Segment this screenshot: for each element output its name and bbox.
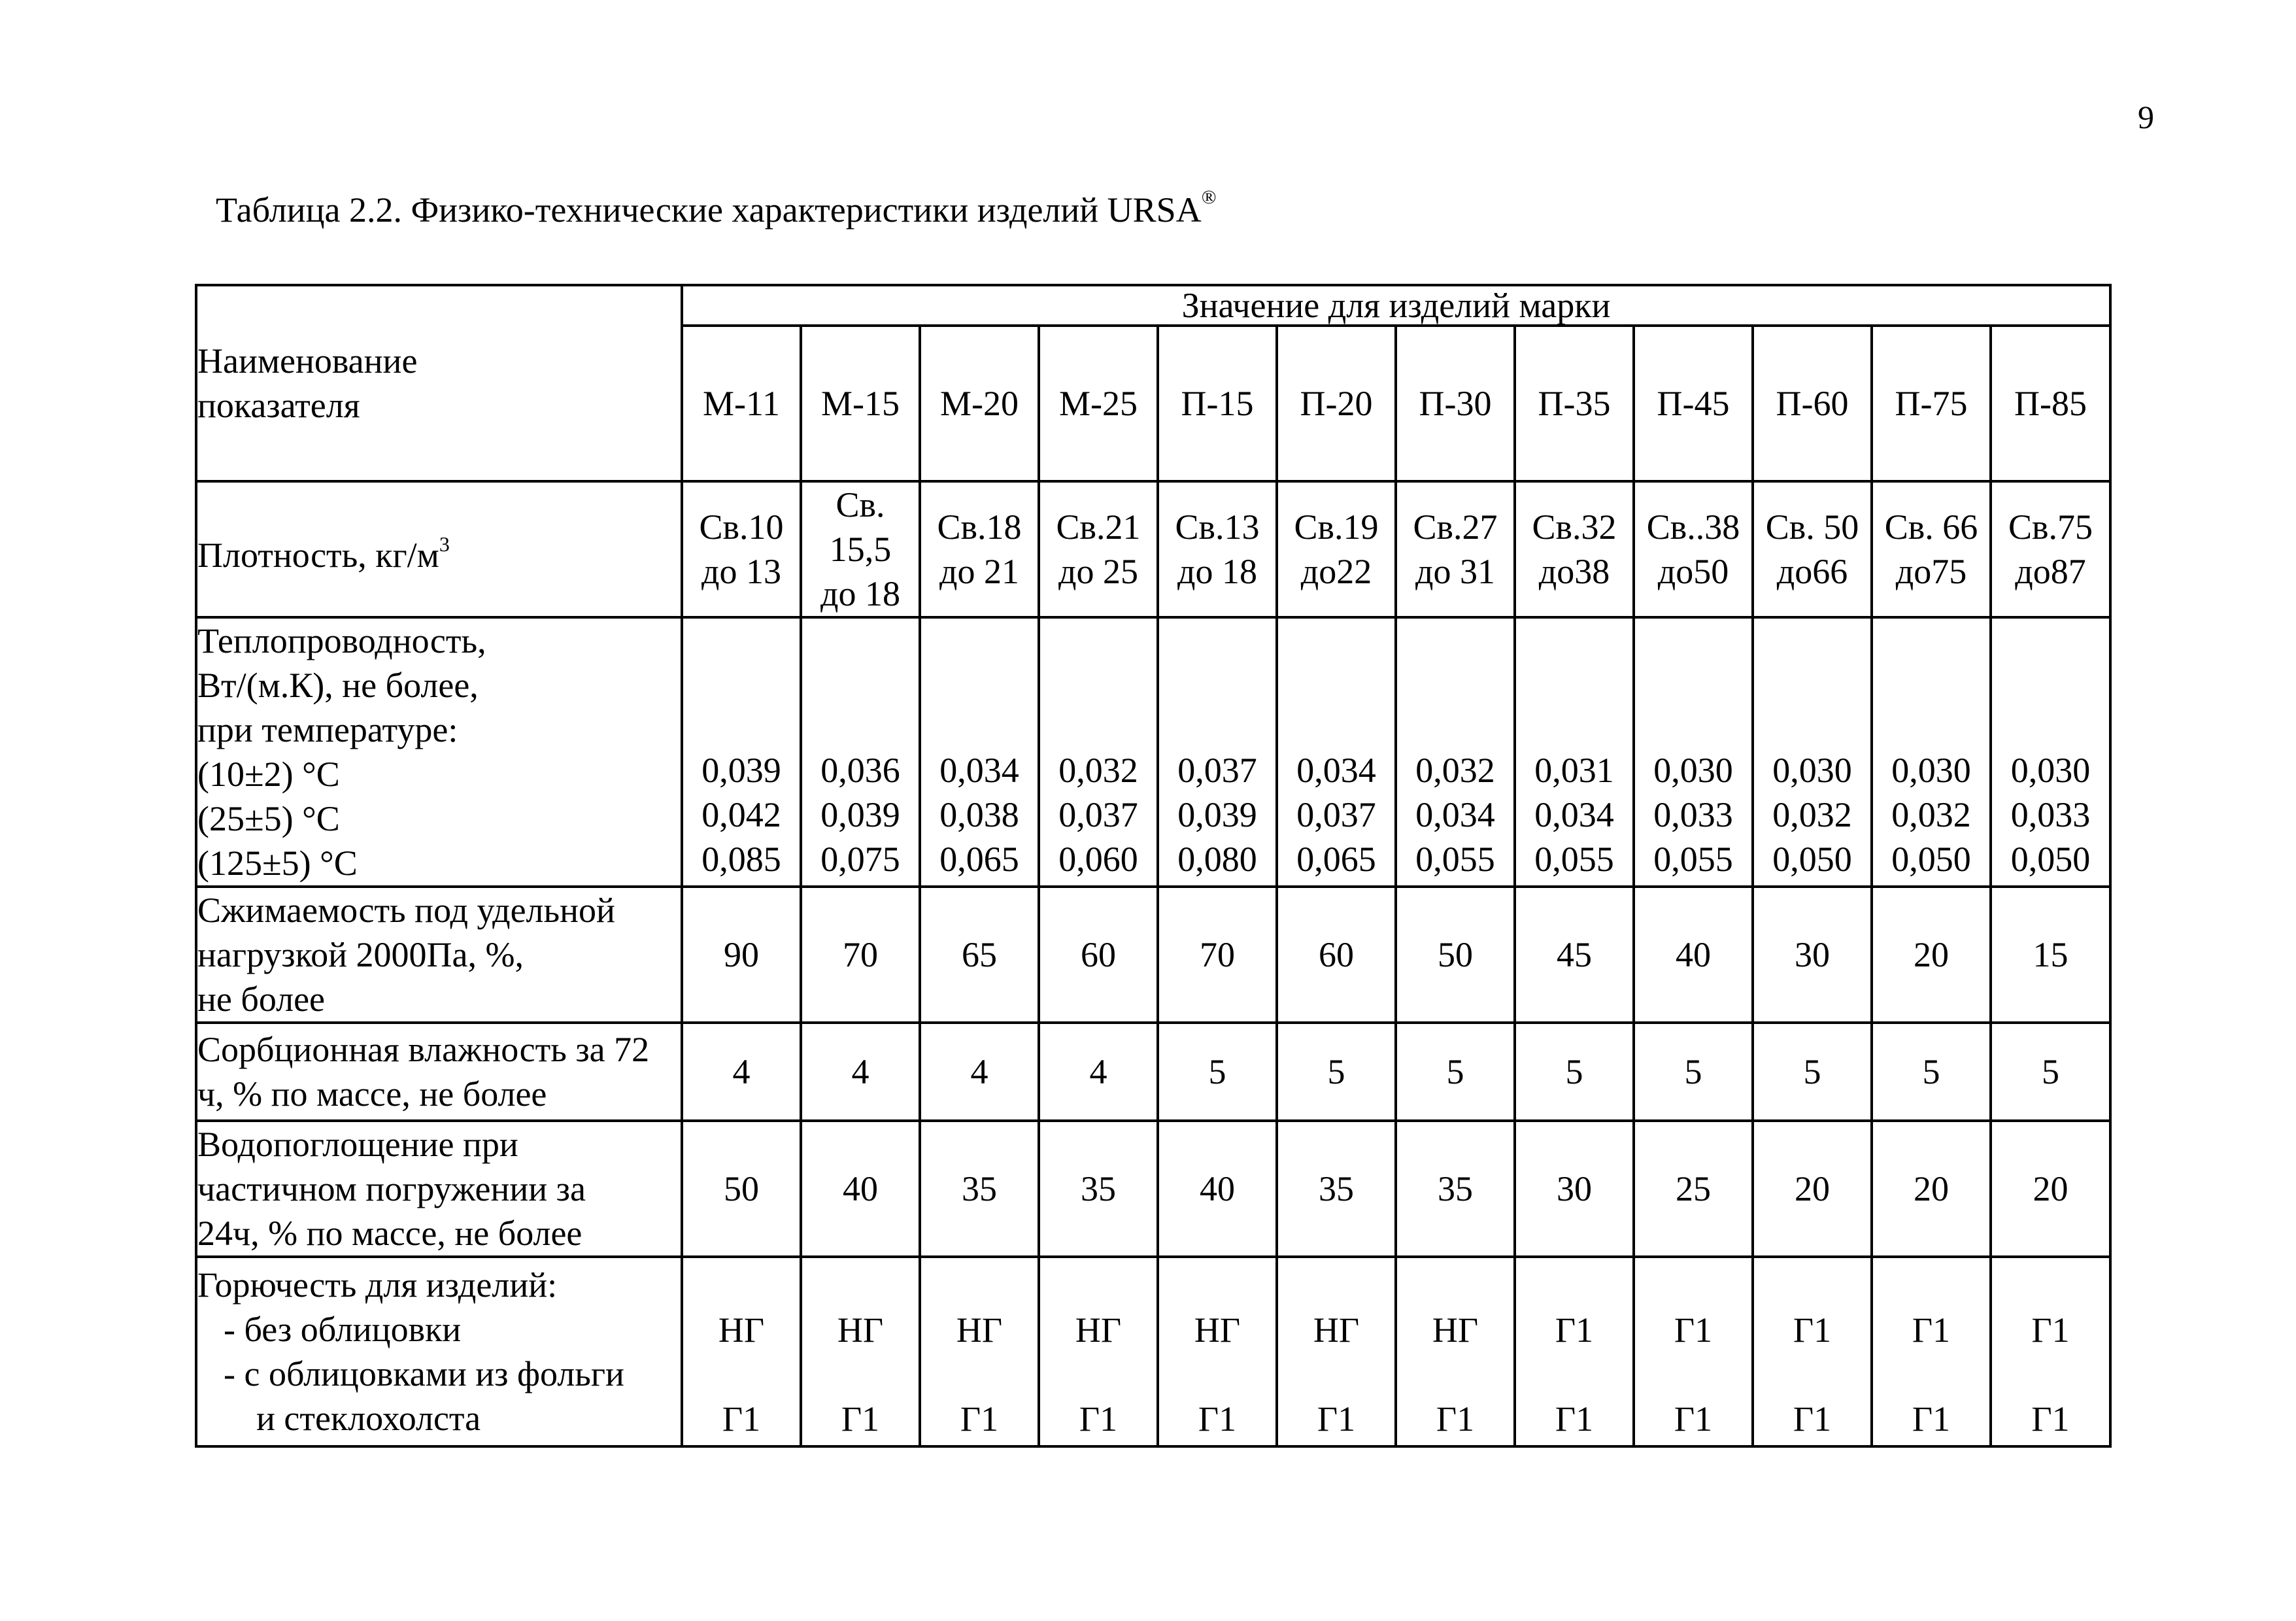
absorption-cell: 20 <box>1872 1121 1991 1257</box>
conductivity-cell <box>1991 617 2110 887</box>
cell-line: Г1 <box>960 1399 999 1439</box>
sorption-cell: 5 <box>1753 1023 1872 1121</box>
compressibility-cell: 20 <box>1872 887 1991 1023</box>
cell-line: до66 <box>1776 552 1848 591</box>
sorption-label <box>196 1023 682 1121</box>
density-cell <box>1991 481 2110 617</box>
conductivity-cell <box>920 617 1039 887</box>
cell-line: до87 <box>2015 552 2086 591</box>
label-line: 24ч, % по массе, не более <box>197 1214 582 1253</box>
brand-header-cell: М-25 <box>1039 326 1158 481</box>
cell-line: 0,034 <box>939 751 1019 790</box>
cell-line: Г1 <box>1674 1399 1713 1439</box>
cell-line: 0,055 <box>1415 840 1495 879</box>
sorption-cell: 5 <box>1991 1023 2110 1121</box>
header-group-cell: Значение для изделий марки <box>682 285 2110 326</box>
cell-line: 0,080 <box>1177 840 1257 879</box>
label-line: (125±5) °С <box>197 844 358 883</box>
label-line: нагрузкой 2000Па, %, <box>197 935 524 974</box>
cell-line: Св..38 <box>1646 507 1740 547</box>
absorption-cell: 20 <box>1991 1121 2110 1257</box>
cell-line: Г1 <box>722 1399 761 1439</box>
brand-header-cell: М-11 <box>682 326 801 481</box>
cell-line: 0,030 <box>1653 751 1733 790</box>
sorption-cell: 5 <box>1872 1023 1991 1121</box>
label-line: не более <box>197 980 326 1019</box>
cell-line: НГ <box>1075 1310 1122 1350</box>
cell-line: Г1 <box>1912 1310 1951 1350</box>
cell-line: Св.32 <box>1532 507 1617 547</box>
absorption-cell: 40 <box>1158 1121 1277 1257</box>
sorption-cell: 5 <box>1515 1023 1634 1121</box>
cell-line: Г1 <box>2031 1399 2070 1439</box>
cell-line: до50 <box>1657 552 1729 591</box>
cell-line: до 21 <box>939 552 1019 591</box>
cell-line: 0,050 <box>2010 840 2091 879</box>
density-cell <box>1039 481 1158 617</box>
compressibility-cell: 30 <box>1753 887 1872 1023</box>
cell-line: Св.18 <box>937 507 1022 547</box>
compressibility-cell: 60 <box>1039 887 1158 1023</box>
cell-line: 0,075 <box>820 840 900 879</box>
brand-header-cell: П-15 <box>1158 326 1277 481</box>
label-line: Водопоглощение при <box>197 1125 518 1164</box>
flammability-row <box>196 1257 2110 1446</box>
sorption-cell: 4 <box>682 1023 801 1121</box>
absorption-cell: 30 <box>1515 1121 1634 1257</box>
flammability-cell <box>1872 1257 1991 1446</box>
label-line: Горючесть для изделий: <box>197 1265 558 1305</box>
cell-line: Св.75 <box>2008 507 2093 547</box>
cell-line: 0,039 <box>701 751 781 790</box>
cell-line: 0,055 <box>1653 840 1733 879</box>
sorption-cell: 5 <box>1634 1023 1753 1121</box>
cell-line: Г1 <box>1674 1310 1713 1350</box>
conductivity-row <box>196 617 2110 887</box>
compressibility-cell: 65 <box>920 887 1039 1023</box>
brand-header-cell: П-35 <box>1515 326 1634 481</box>
label-line: Теплопроводность, <box>197 621 486 660</box>
compressibility-label <box>196 887 682 1023</box>
compressibility-cell: 90 <box>682 887 801 1023</box>
cell-line: 15,5 <box>829 530 892 569</box>
label-line: (25±5) °С <box>197 799 340 838</box>
cell-line: 0,034 <box>1415 795 1495 834</box>
compressibility-cell: 50 <box>1396 887 1515 1023</box>
header-group-row <box>196 285 2110 326</box>
compressibility-cell: 45 <box>1515 887 1634 1023</box>
absorption-cell: 25 <box>1634 1121 1753 1257</box>
density-cell <box>1515 481 1634 617</box>
flammability-cell <box>1634 1257 1753 1446</box>
cell-line: 0,039 <box>1177 795 1257 834</box>
cell-line: 0,042 <box>701 795 781 834</box>
cell-line: 0,033 <box>1653 795 1733 834</box>
cell-line: Св. 66 <box>1884 507 1978 547</box>
absorption-cell: 35 <box>1277 1121 1396 1257</box>
cell-line: Г1 <box>1555 1310 1594 1350</box>
sorption-cell: 4 <box>920 1023 1039 1121</box>
absorption-cell: 35 <box>920 1121 1039 1257</box>
flammability-cell <box>1277 1257 1396 1446</box>
flammability-cell <box>1396 1257 1515 1446</box>
cell-line: 0,050 <box>1772 840 1852 879</box>
cell-line: 0,065 <box>939 840 1019 879</box>
cell-line: Г1 <box>1198 1399 1237 1439</box>
cell-line: НГ <box>1313 1310 1360 1350</box>
cell-line: Св. 50 <box>1765 507 1859 547</box>
cell-line: 0,038 <box>939 795 1019 834</box>
brand-header-cell: П-85 <box>1991 326 2110 481</box>
cell-line: НГ <box>718 1310 765 1350</box>
cell-line: до 18 <box>1177 552 1257 591</box>
conductivity-cell <box>1753 617 1872 887</box>
density-cell <box>1277 481 1396 617</box>
label-line: при температуре: <box>197 710 458 749</box>
cell-line: 0,050 <box>1891 840 1971 879</box>
compressibility-cell: 40 <box>1634 887 1753 1023</box>
cell-line: Св.13 <box>1175 507 1260 547</box>
brand-header-cell: П-75 <box>1872 326 1991 481</box>
conductivity-cell <box>801 617 920 887</box>
density-cell <box>1753 481 1872 617</box>
density-row <box>196 481 2110 617</box>
cell-line: 0,032 <box>1772 795 1852 834</box>
cell-line: до 25 <box>1058 552 1138 591</box>
cell-line: 0,031 <box>1534 751 1614 790</box>
flammability-cell <box>1753 1257 1872 1446</box>
flammability-cell <box>1158 1257 1277 1446</box>
cell-line: 0,030 <box>1891 751 1971 790</box>
absorption-label <box>196 1121 682 1257</box>
cell-line: Г1 <box>1317 1399 1356 1439</box>
label-line: - с облицовками из фольги <box>224 1354 624 1393</box>
sorption-cell: 4 <box>801 1023 920 1121</box>
cell-line: 0,033 <box>2010 795 2091 834</box>
flammability-cell <box>801 1257 920 1446</box>
density-cell <box>920 481 1039 617</box>
cell-line: 0,065 <box>1296 840 1376 879</box>
cell-line: Св.27 <box>1413 507 1498 547</box>
cell-line: 0,039 <box>820 795 900 834</box>
registered-mark: ® <box>1201 186 1217 208</box>
flammability-cell <box>682 1257 801 1446</box>
brand-header-cell: П-60 <box>1753 326 1872 481</box>
compressibility-cell: 60 <box>1277 887 1396 1023</box>
cell-line: до38 <box>1538 552 1610 591</box>
absorption-cell: 40 <box>801 1121 920 1257</box>
cell-line: НГ <box>956 1310 1003 1350</box>
conductivity-label <box>196 617 682 887</box>
flammability-cell <box>920 1257 1039 1446</box>
density-cell <box>1872 481 1991 617</box>
cell-line: до75 <box>1895 552 1967 591</box>
flammability-cell <box>1039 1257 1158 1446</box>
absorption-row <box>196 1121 2110 1257</box>
properties-table <box>195 284 2112 1448</box>
brand-header-cell: М-20 <box>920 326 1039 481</box>
caption-text: Таблица 2.2. Физико-технические характеристики изделий URSA <box>216 190 1202 230</box>
density-label <box>196 481 682 617</box>
compressibility-cell: 15 <box>1991 887 2110 1023</box>
cell-line: Г1 <box>2031 1310 2070 1350</box>
cell-line: до 31 <box>1415 552 1495 591</box>
cell-line: Г1 <box>1793 1399 1832 1439</box>
cell-line: НГ <box>837 1310 884 1350</box>
label-line: и стеклохолста <box>256 1399 481 1438</box>
cell-line: до22 <box>1300 552 1372 591</box>
conductivity-cell <box>1515 617 1634 887</box>
cell-line: 0,037 <box>1058 795 1138 834</box>
conductivity-cell <box>1158 617 1277 887</box>
cell-line: 0,032 <box>1891 795 1971 834</box>
flammability-cell <box>1515 1257 1634 1446</box>
density-label-text: Плотность, кг/м <box>197 535 439 575</box>
absorption-cell: 35 <box>1039 1121 1158 1257</box>
page-number: 9 <box>2138 99 2154 135</box>
sorption-cell: 5 <box>1277 1023 1396 1121</box>
absorption-cell: 35 <box>1396 1121 1515 1257</box>
cell-line: Г1 <box>841 1399 880 1439</box>
label-line: - без облицовки <box>224 1310 462 1349</box>
table-caption <box>216 186 1217 230</box>
cell-line: Г1 <box>1793 1310 1832 1350</box>
cell-line: 0,034 <box>1296 751 1376 790</box>
header-name-line: Наименование <box>197 341 418 381</box>
cell-line: 0,034 <box>1534 795 1614 834</box>
conductivity-cell <box>1396 617 1515 887</box>
cell-line: 0,060 <box>1058 840 1138 879</box>
cell-line: 0,055 <box>1534 840 1614 879</box>
brand-header-cell: П-45 <box>1634 326 1753 481</box>
cell-line: НГ <box>1432 1310 1479 1350</box>
conductivity-cell <box>682 617 801 887</box>
absorption-cell: 20 <box>1753 1121 1872 1257</box>
sorption-cell: 5 <box>1158 1023 1277 1121</box>
conductivity-cell <box>1277 617 1396 887</box>
brand-header-cell: М-15 <box>801 326 920 481</box>
cell-line: Г1 <box>1436 1399 1475 1439</box>
label-line: Вт/(м.К), не более, <box>197 666 479 705</box>
cell-line: Г1 <box>1555 1399 1594 1439</box>
label-line: частичном погружении за <box>197 1169 586 1208</box>
flammability-cell <box>1991 1257 2110 1446</box>
sorption-row <box>196 1023 2110 1121</box>
label-line: (10±2) °С <box>197 755 340 794</box>
sorption-cell: 5 <box>1396 1023 1515 1121</box>
compressibility-cell: 70 <box>1158 887 1277 1023</box>
density-cell <box>682 481 801 617</box>
conductivity-cell <box>1039 617 1158 887</box>
density-cell <box>1634 481 1753 617</box>
cell-line: 0,032 <box>1058 751 1138 790</box>
conductivity-cell <box>1634 617 1753 887</box>
cell-line: НГ <box>1194 1310 1241 1350</box>
label-line: ч, % по массе, не более <box>197 1074 547 1114</box>
header-name-cell <box>196 285 682 481</box>
compressibility-cell: 70 <box>801 887 920 1023</box>
density-cell <box>1158 481 1277 617</box>
flammability-label <box>196 1257 682 1446</box>
brand-header-cell: П-20 <box>1277 326 1396 481</box>
cell-line: до 18 <box>820 574 900 613</box>
density-label-sup: 3 <box>439 532 450 556</box>
absorption-cell: 50 <box>682 1121 801 1257</box>
cell-line: 0,037 <box>1296 795 1376 834</box>
cell-line: 0,030 <box>1772 751 1852 790</box>
cell-line: Св.19 <box>1294 507 1379 547</box>
cell-line: 0,085 <box>701 840 781 879</box>
compressibility-row <box>196 887 2110 1023</box>
label-line: Сорбционная влажность за 72 <box>197 1030 650 1069</box>
cell-line: Св.10 <box>699 507 784 547</box>
sorption-cell: 4 <box>1039 1023 1158 1121</box>
cell-line: 0,037 <box>1177 751 1257 790</box>
cell-line: Г1 <box>1912 1399 1951 1439</box>
cell-line: Св.21 <box>1056 507 1141 547</box>
cell-line: Св. <box>836 485 885 524</box>
cell-line: 0,032 <box>1415 751 1495 790</box>
cell-line: до 13 <box>701 552 781 591</box>
label-line: Сжимаемость под удельной <box>197 891 615 930</box>
cell-line: Г1 <box>1079 1399 1118 1439</box>
conductivity-cell <box>1872 617 1991 887</box>
density-cell <box>1396 481 1515 617</box>
density-cell <box>801 481 920 617</box>
cell-line: 0,030 <box>2010 751 2091 790</box>
brand-header-cell: П-30 <box>1396 326 1515 481</box>
cell-line: 0,036 <box>820 751 900 790</box>
header-name-line: показателя <box>197 386 360 425</box>
